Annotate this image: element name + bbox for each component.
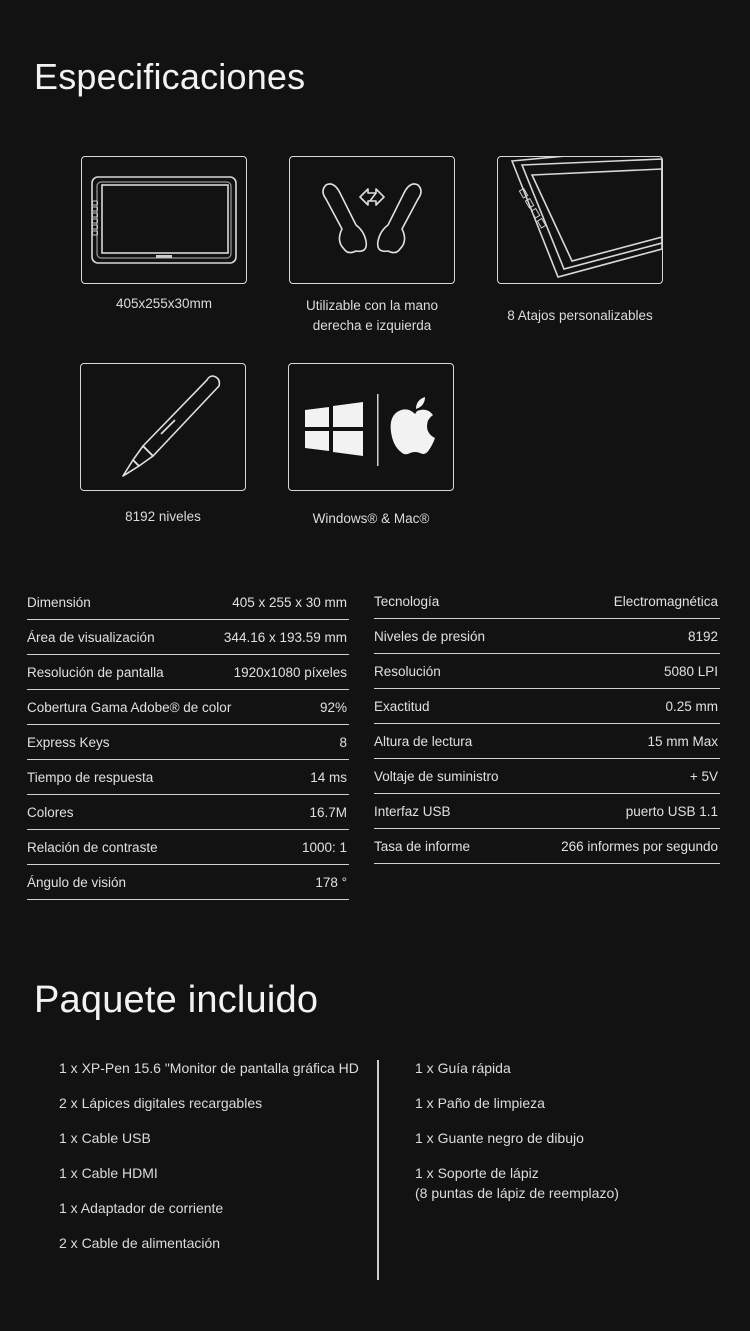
package-divider [377,1060,379,1280]
feature-os-compatibility [287,363,455,529]
table-row [374,794,720,829]
list-item: 1 x Guante negro de dibujo [415,1130,584,1146]
table-row [374,619,720,654]
express-keys-icon [497,156,663,284]
list-item: 1 x Cable USB [59,1130,151,1146]
spec-value: 0.25 mm [665,698,718,714]
list-item: 2 x Cable de alimentación [59,1235,221,1251]
spec-label: Colores [27,804,74,820]
spec-value: + 5V [689,768,718,784]
list-item: 1 x Paño de limpieza [415,1095,545,1111]
spec-label: Resolución [374,663,441,679]
spec-value: 14 ms [310,769,347,785]
spec-label: Tecnología [374,593,440,609]
spec-value: 178 ° [315,874,347,890]
spec-label: Cobertura Gama Adobe® de color [27,699,232,715]
feature-caption: 8 Atajos personalizables [507,308,653,323]
table-row [27,620,349,655]
table-row [27,795,349,830]
feature-dimensions [80,156,248,314]
table-row [27,830,349,865]
specs-table-left [27,585,349,900]
feature-express-keys [496,156,664,326]
table-row [27,760,349,795]
spec-value: 344.16 x 193.59 mm [223,629,347,645]
spec-value: 8192 [687,628,718,644]
spec-value: 8 [339,734,347,750]
table-row [374,829,720,864]
list-item [415,1163,715,1201]
spec-label: Tasa de informe [374,838,471,854]
spec-value: 5080 LPI [663,663,718,679]
windows-mac-icon [288,363,454,491]
list-item-subtext: (8 puntas de lápiz de reemplazo) [415,1185,619,1201]
spec-value: puerto USB 1.1 [625,803,718,819]
spec-label: Relación de contraste [27,839,158,855]
spec-label: Altura de lectura [374,733,473,749]
package-list-left [59,1058,369,1268]
feature-caption: 8192 niveles [125,509,201,524]
spec-label: Ángulo de visión [27,874,127,890]
spec-value: 405 x 255 x 30 mm [232,594,347,610]
spec-value: 16.7M [309,804,347,820]
spec-label: Dimensión [27,594,91,610]
table-row [374,654,720,689]
tablet-display-icon [81,156,247,284]
table-row [374,759,720,794]
feature-caption: Windows® & Mac® [312,511,430,526]
package-title: Paquete incluido [34,979,319,1021]
list-item-text: 1 x Soporte de lápiz [415,1165,539,1181]
spec-label: Exactitud [374,698,430,714]
spec-label: Tiempo de respuesta [27,769,154,785]
spec-value: 1920x1080 píxeles [233,664,347,680]
table-row [374,584,720,619]
table-row [374,689,720,724]
stylus-pen-icon [80,363,246,491]
list-item: 1 x Cable HDMI [59,1165,158,1181]
table-row [27,690,349,725]
specifications-title: Especificaciones [34,56,306,97]
ambidextrous-hands-icon [289,156,455,284]
list-item: 1 x Guía rápida [415,1060,511,1076]
table-row [27,655,349,690]
feature-ambidextrous [288,156,456,336]
spec-label: Voltaje de suministro [374,768,499,784]
list-item: 1 x XP-Pen 15.6 "Monitor de pantalla gráfica HD [59,1060,359,1076]
spec-value: 92% [319,699,347,715]
table-row [27,585,349,620]
list-item: 2 x Lápices digitales recargables [59,1095,263,1111]
spec-label: Interfaz USB [374,803,451,819]
package-list-right [415,1058,715,1201]
list-item: 1 x Adaptador de corriente [59,1200,224,1216]
spec-value: Electromagnética [613,593,718,609]
spec-label: Resolución de pantalla [27,664,164,680]
feature-caption: 405x255x30mm [115,296,213,311]
spec-label: Niveles de presión [374,628,486,644]
feature-caption: Utilizable con la mano derecha e izquierda [305,298,439,333]
table-row [27,865,349,900]
spec-label: Área de visualización [27,629,155,645]
spec-value: 266 informes por segundo [561,838,718,854]
specs-table-right [374,584,720,864]
table-row [27,725,349,760]
spec-label: Express Keys [27,734,110,750]
spec-value: 15 mm Max [647,733,718,749]
table-row [374,724,720,759]
spec-value: 1000: 1 [301,839,347,855]
feature-pressure-levels [79,363,247,527]
